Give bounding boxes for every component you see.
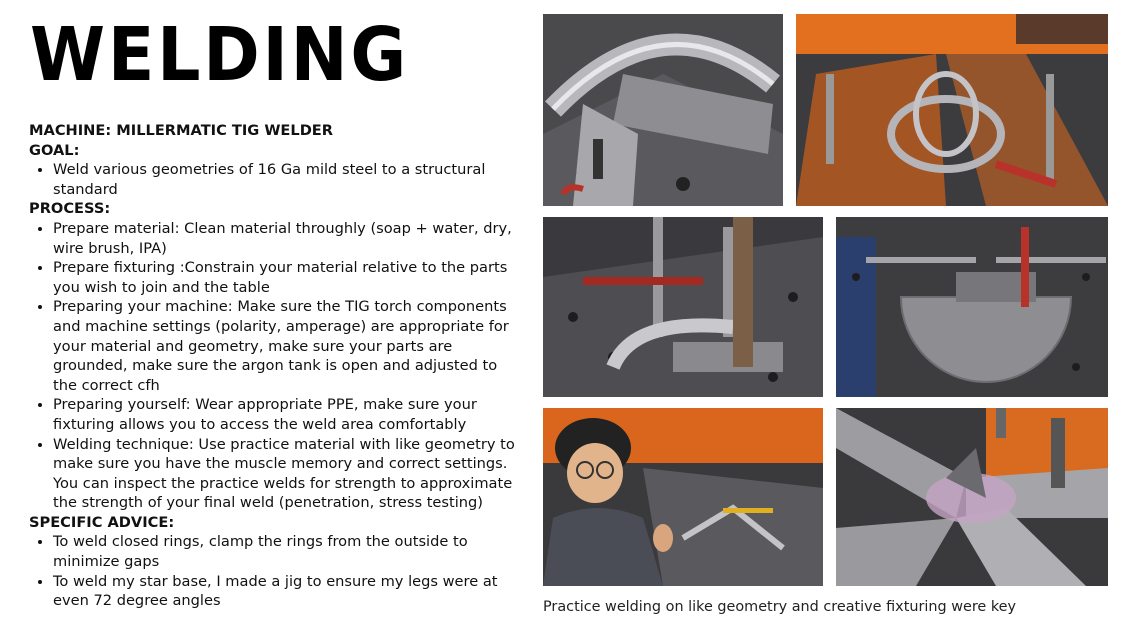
photo-welder-selfie: [543, 408, 823, 586]
machine-line: MACHINE: MILLERMATIC TIG WELDER: [29, 122, 334, 139]
text-column: [29, 121, 519, 611]
advice-item: • To weld closed rings, clamp the rings from the outside to minimize gaps: [53, 532, 519, 571]
process-item: • Preparing yourself: Wear appropriate PPE, make sure your fixturing allows you to access the weld area comfortably: [53, 395, 519, 434]
process-item: • Preparing your machine: Make sure the TIG torch components and machine settings (polarity, amperage) are appropriate for your material and geometry, make sure your parts are grounded, make sure the argon tank is open and adjusted to the correct cfh: [53, 297, 519, 395]
advice-item: • To weld my star base, I made a jig to ensure my legs were at even 72 degree angles: [53, 572, 519, 611]
goal-item: • Weld various geometries of 16 Ga mild steel to a structural standard: [53, 160, 519, 199]
photo-clamped-tube: [543, 217, 823, 397]
goal-heading: GOAL:: [29, 141, 80, 159]
goal-list: [29, 160, 519, 199]
process-item: • Prepare material: Clean material throughly (soap + water, dry, wire brush, IPA): [53, 219, 519, 258]
photo-disc-clamped: [836, 217, 1108, 397]
advice-list: [29, 532, 519, 610]
photo-ring-fixture: [796, 14, 1108, 206]
process-heading: PROCESS:: [29, 200, 111, 218]
photo-star-weld: [836, 408, 1108, 586]
process-item: • Prepare fixturing :Constrain your material relative to the parts you wish to join and the table: [53, 258, 519, 297]
photo-caption: Practice welding on like geometry and creative fixturing were key: [543, 599, 1017, 615]
photo-bent-tube: [543, 14, 783, 206]
page-title: WELDING: [30, 12, 410, 98]
advice-heading: SPECIFIC ADVICE:: [29, 513, 175, 531]
process-item: • Welding technique: Use practice material with like geometry to make sure you have the muscle memory and correct settings. You can inspect the practice welds for strength to approximate the strength of your final weld (penetration, stress testing): [53, 435, 519, 513]
process-list: [29, 219, 519, 513]
